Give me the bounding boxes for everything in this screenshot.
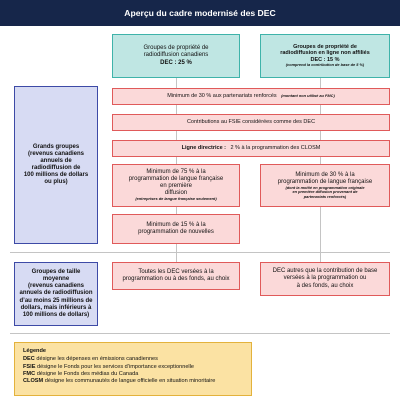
medium-left-line: Toutes les DEC versées à la <box>138 268 214 275</box>
label-large-groups <box>14 86 98 244</box>
header-online-note: (comprend la contribution de base de 5 %) <box>285 62 365 68</box>
title-bar <box>0 0 400 26</box>
header-online-line1: Groupes de propriété de <box>293 43 357 50</box>
legend-definition: désigne le Fonds pour les services d’importance exceptionnelle <box>37 363 195 370</box>
medium-left-line: programmation ou à des fonds, au choix <box>122 276 230 282</box>
box-french-canadian <box>112 164 240 207</box>
french-right-note: (dont la moitié en programmation originale <box>285 184 365 190</box>
row3-text: 2 % à la programmation des CLOSM <box>230 145 321 152</box>
header-online <box>260 34 390 78</box>
box-medium-canadian <box>112 262 240 290</box>
french-left-line: diffusion <box>164 190 188 197</box>
legend-definition: désigne les dépenses en émissions canadiennes <box>36 356 158 363</box>
header-online-line2: radiodiffusion en ligne non affiliés <box>280 50 370 57</box>
medium-right-line: versées à la programmation ou <box>283 275 367 282</box>
medium-label-line: d’au moins 25 millions de <box>19 297 93 304</box>
large-label-line: (revenus canadiens <box>27 150 85 157</box>
large-label-line: 100 millions de dollars <box>23 172 89 179</box>
french-left-line: en première <box>159 183 192 190</box>
french-right-note: partenariats renforcés) <box>303 193 347 199</box>
row2-text: Contributions au FSIE considérées comme des DEC <box>186 119 316 126</box>
legend-term: FMC <box>23 370 36 377</box>
legend-term: FSIE <box>23 363 36 370</box>
medium-right-line: DEC autres que la contribution de base <box>272 268 378 275</box>
french-left-line: programmation de langue française <box>128 176 224 183</box>
large-label-line: ou plus) <box>44 179 68 186</box>
legend-definition: désigne les communautés de langue officielle en situation minoritaire <box>44 378 216 385</box>
medium-label-line: (revenus canadiens <box>27 283 85 290</box>
news-line: programmation de nouvelles <box>138 229 214 235</box>
news-line: Minimum de 15 % à la <box>146 221 206 228</box>
french-right-note: en première diffusion provenant de <box>292 189 358 195</box>
header-canadian <box>112 34 240 78</box>
french-right-line: Minimum de 30 % à la <box>295 171 355 178</box>
box-french-online <box>260 164 390 207</box>
page-title: Aperçu du cadre modernisé des DEC <box>124 8 276 18</box>
medium-label-line: Groupes de taille <box>31 269 81 276</box>
french-left-line: Minimum de 75 % à la <box>146 169 206 176</box>
medium-label-line: moyenne <box>42 276 70 283</box>
row-guideline <box>112 140 390 157</box>
legend-term: CLOSM <box>23 378 44 385</box>
large-label-line: radiodiffusion de <box>31 165 81 171</box>
divider-medium <box>10 252 390 253</box>
divider-legend <box>10 333 390 334</box>
legend-definition: désigne le Fonds des médias du Canada <box>36 370 139 377</box>
legend-title: Légende <box>23 348 47 354</box>
french-right-line: programmation de langue française <box>277 178 373 185</box>
row1-note: (montant non utilisé au FMC) <box>281 93 335 99</box>
header-canadian-line2: radiodiffusion canadiens <box>143 52 209 59</box>
legend-term: DEC <box>23 356 35 363</box>
large-label-line: annuels de <box>40 157 72 164</box>
medium-right-line: à des fonds, au choix <box>296 282 354 289</box>
legend-item <box>23 364 243 371</box>
box-medium-online <box>260 262 390 296</box>
header-canadian-rate: DEC : 25 % <box>160 59 192 66</box>
label-medium-groups <box>14 262 98 326</box>
medium-label-line: 100 millions de dollars) <box>22 311 90 318</box>
row1-text: Minimum de 30 % aux partenariats renforcés <box>167 93 277 100</box>
legend-item <box>23 356 243 363</box>
large-label-line: Grands groupes <box>32 143 80 150</box>
row-enhanced-partnerships <box>112 88 390 105</box>
header-online-rate: DEC : 15 % <box>310 56 340 63</box>
box-news <box>112 214 240 244</box>
row3-label: Ligne directrice : <box>181 145 226 152</box>
medium-label-line: dollars, mais inférieurs à <box>20 304 92 311</box>
legend <box>14 342 252 396</box>
header-canadian-line1: Groupes de propriété de <box>143 45 209 52</box>
legend-item <box>23 378 243 385</box>
french-left-note: (entreprises de langue française seulement) <box>135 196 217 202</box>
row-fsie <box>112 114 390 131</box>
legend-item <box>23 371 243 378</box>
medium-label-line: annuels de radiodiffusion <box>19 290 93 297</box>
